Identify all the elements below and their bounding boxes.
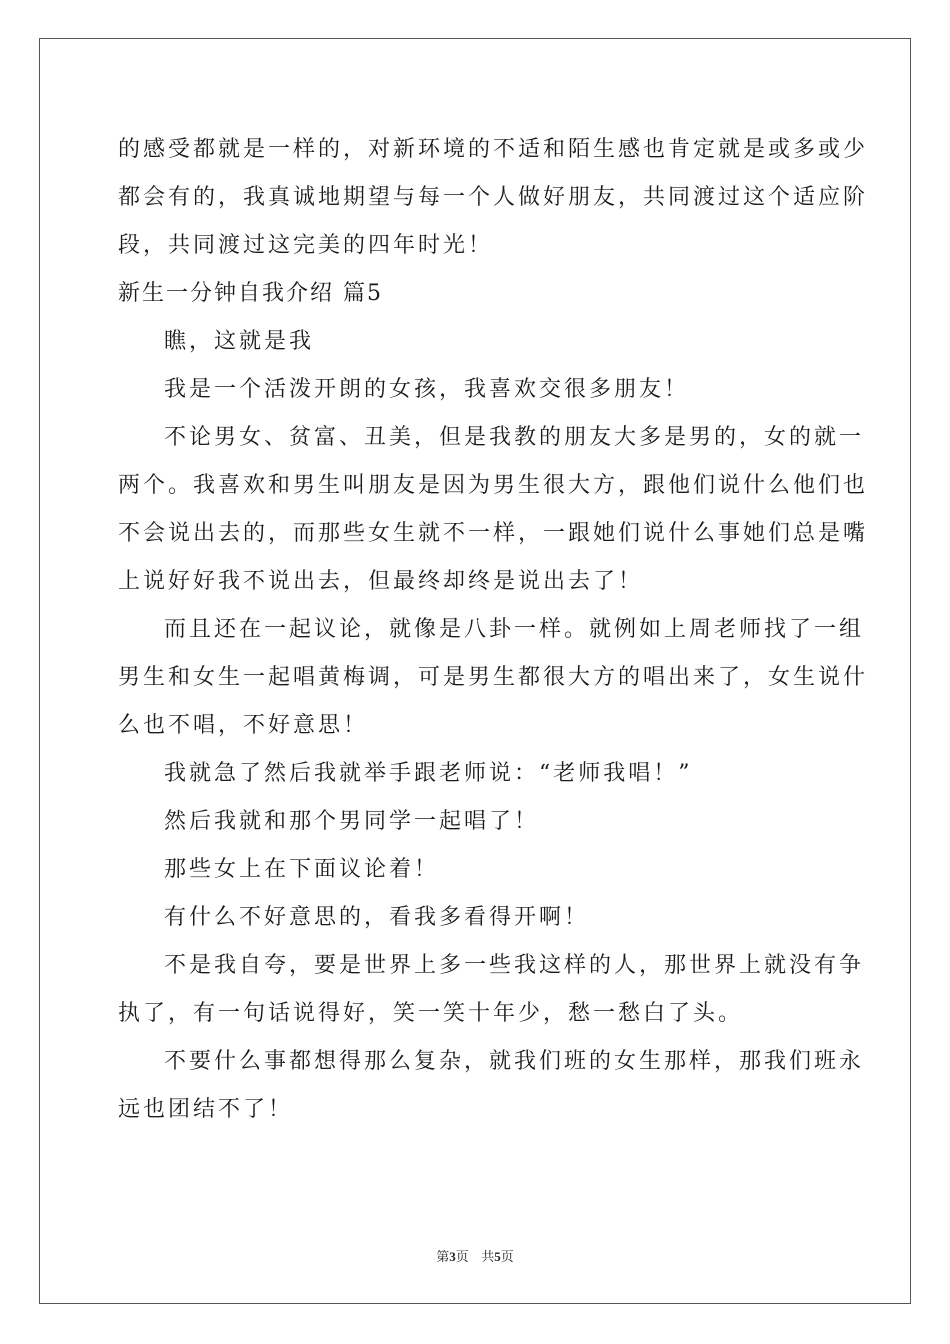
- paragraph-line: 不是我自夸，要是世界上多一些我这样的人，那世界上就没有争: [164, 953, 865, 978]
- paragraph-line: 远也团结不了！: [118, 1097, 294, 1122]
- paragraph-line: 么也不唱，不好意思！: [118, 713, 369, 738]
- paragraph-line: 然后我就和那个男同学一起唱了！: [164, 809, 540, 834]
- page-mid-text: 页 共: [455, 1250, 495, 1265]
- paragraph-line: 那些女上在下面议论着！: [164, 857, 440, 882]
- paragraph-line: 不论男女、贫富、丑美，但是我教的朋友大多是男的，女的就一: [164, 425, 865, 450]
- paragraph-line: 而且还在一起议论，就像是八卦一样。就例如上周老师找了一组: [164, 617, 865, 642]
- document-body: [118, 126, 869, 1134]
- paragraph-line: 的感受都就是一样的，对新环境的不适和陌生感也肯定就是或多或少: [118, 137, 869, 162]
- page-total-number: 5: [494, 1249, 501, 1264]
- paragraph-line: 我就急了然后我就举手跟老师说：“老师我唱！”: [164, 761, 693, 786]
- paragraph-line: 执了，有一句话说得好，笑一笑十年少，愁一愁白了头。: [118, 1001, 744, 1026]
- paragraph-line: 上说好好我不说出去，但最终却终是说出去了！: [118, 569, 644, 594]
- paragraph-line: 两个。我喜欢和男生叫朋友是因为男生很大方，跟他们说什么他们也: [118, 473, 869, 498]
- paragraph-line: 男生和女生一起唱黄梅调，可是男生都很大方的唱出来了，女生说什: [118, 665, 869, 690]
- page-prefix: 第: [436, 1250, 450, 1265]
- paragraph-line: 不要什么事都想得那么复杂，就我们班的女生那样，那我们班永: [164, 1049, 865, 1074]
- paragraph-line: 我是一个活泼开朗的女孩，我喜欢交很多朋友！: [164, 377, 690, 402]
- paragraph-line: 瞧，这就是我: [164, 329, 315, 354]
- page-suffix: 页: [500, 1250, 514, 1265]
- paragraph-line: 段，共同渡过这完美的四年时光！: [118, 233, 494, 258]
- paragraph-line: 都会有的，我真诚地期望与每一个人做好朋友，共同渡过这个适应阶: [118, 185, 869, 210]
- page-current-number: 3: [449, 1249, 456, 1264]
- page-footer: [0, 1246, 950, 1265]
- paragraph-line: 不会说出去的，而那些女生就不一样，一跟她们说什么事她们总是嘴: [118, 521, 869, 546]
- paragraph-line: 有什么不好意思的，看我多看得开啊！: [164, 905, 590, 930]
- section-heading: 新生一分钟自我介绍 篇5: [118, 281, 383, 306]
